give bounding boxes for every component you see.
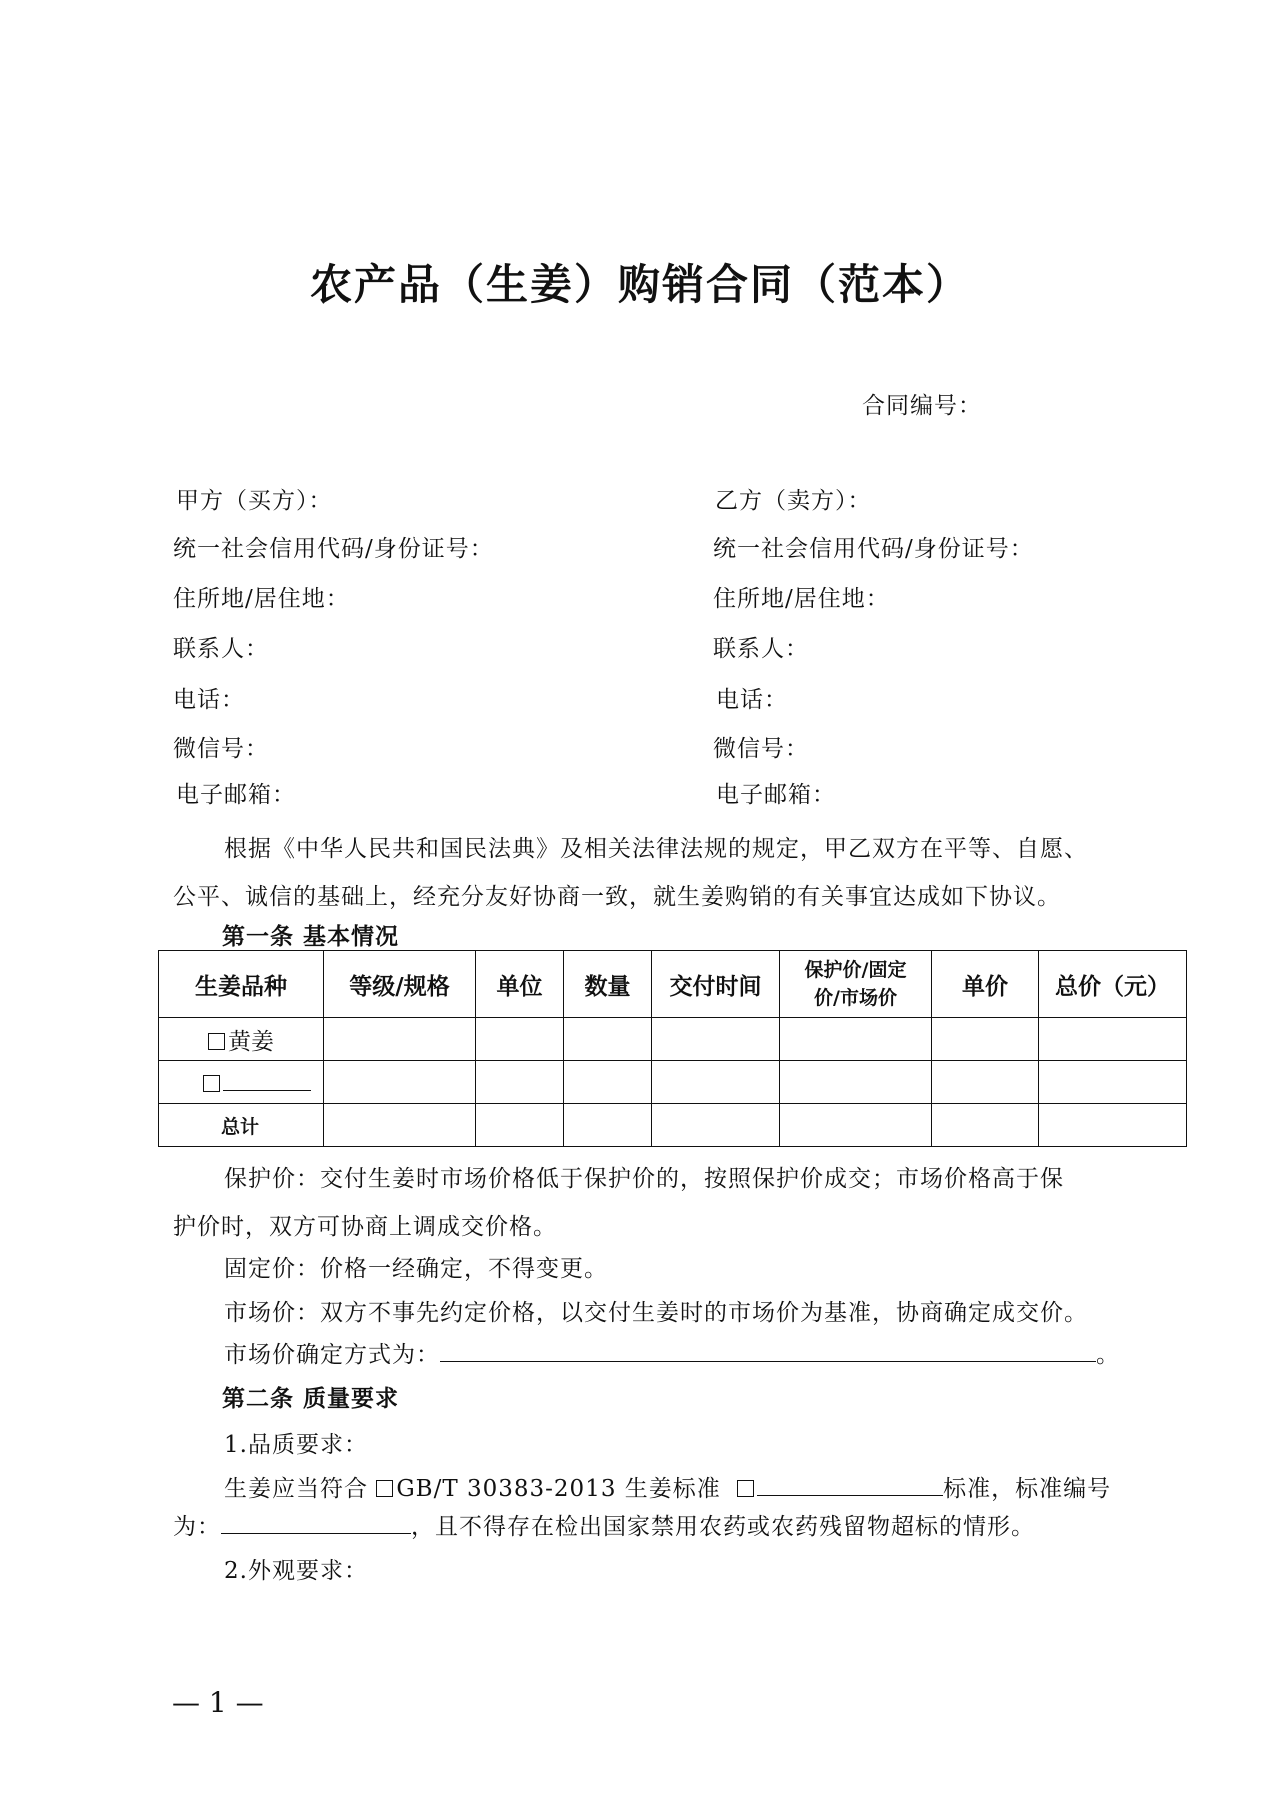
header-total-price: 总价（元） bbox=[1039, 951, 1187, 1018]
header-grade: 等级/规格 bbox=[324, 951, 476, 1018]
cell-grade[interactable] bbox=[324, 1018, 476, 1061]
protect-price-line-2: 护价时，双方可协商上调成交价格。 bbox=[173, 1214, 557, 1240]
party-b-wechat: 微信号： bbox=[713, 736, 809, 762]
standard-suffix: 标准，标准编号 bbox=[943, 1476, 1112, 1502]
header-price-type bbox=[780, 951, 932, 1018]
cell-total-grade[interactable] bbox=[324, 1104, 476, 1147]
party-a-contact: 联系人： bbox=[173, 636, 269, 662]
other-variety-checkbox[interactable] bbox=[203, 1075, 220, 1092]
variety-cell-other bbox=[159, 1061, 324, 1104]
cell-price-type[interactable] bbox=[780, 1018, 932, 1061]
standard-line-1 bbox=[224, 1470, 1111, 1503]
cell-total-quantity[interactable] bbox=[564, 1104, 652, 1147]
contract-number-label: 合同编号： bbox=[862, 393, 982, 419]
header-quantity: 数量 bbox=[564, 951, 652, 1018]
gb-standard-checkbox[interactable] bbox=[376, 1480, 393, 1497]
fixed-price-text: 固定价：价格一经确定，不得变更。 bbox=[224, 1256, 608, 1282]
quality-item-2: 2.外观要求： bbox=[224, 1558, 368, 1584]
spec-table bbox=[158, 950, 1187, 1147]
cell-total-unit[interactable] bbox=[476, 1104, 564, 1147]
variety-huangjiang-label: 黄姜 bbox=[228, 1028, 274, 1055]
huangjiang-checkbox[interactable] bbox=[208, 1033, 225, 1050]
standard-prefix: 生姜应当符合 bbox=[224, 1476, 377, 1502]
cell-total-unit-price[interactable] bbox=[932, 1104, 1039, 1147]
other-standard-checkbox[interactable] bbox=[737, 1480, 754, 1497]
party-a-wechat: 微信号： bbox=[173, 736, 269, 762]
cell-unit-price[interactable] bbox=[932, 1018, 1039, 1061]
market-method-line bbox=[224, 1336, 1120, 1369]
cell-price-type[interactable] bbox=[780, 1061, 932, 1104]
intro-line-2: 公平、诚信的基础上，经充分友好协商一致，就生姜购销的有关事宜达成如下协议。 bbox=[173, 884, 1061, 910]
protect-price-line-1: 保护价：交付生姜时市场价格低于保护价的，按照保护价成交；市场价格高于保 bbox=[224, 1166, 1064, 1192]
cell-delivery-time[interactable] bbox=[652, 1061, 780, 1104]
party-a-credit-code: 统一社会信用代码/身份证号： bbox=[173, 536, 494, 562]
cell-unit[interactable] bbox=[476, 1061, 564, 1104]
market-method-blank[interactable] bbox=[440, 1339, 1096, 1362]
cell-total-price[interactable] bbox=[1039, 1061, 1187, 1104]
standard-line-2-suffix: ，且不得存在检出国家禁用农药或农药残留物超标的情形。 bbox=[411, 1514, 1035, 1540]
party-a-name: 甲方（买方）： bbox=[176, 488, 333, 514]
party-b-contact: 联系人： bbox=[713, 636, 809, 662]
cell-total-price[interactable] bbox=[1039, 1018, 1187, 1061]
party-b-credit-code: 统一社会信用代码/身份证号： bbox=[713, 536, 1034, 562]
header-variety: 生姜品种 bbox=[159, 951, 324, 1018]
cell-unit-price[interactable] bbox=[932, 1061, 1039, 1104]
table-total-row bbox=[159, 1104, 1187, 1147]
table-row bbox=[159, 1061, 1187, 1104]
party-a-phone: 电话： bbox=[173, 687, 245, 713]
other-variety-blank[interactable] bbox=[223, 1068, 311, 1091]
header-price-type-line-2: 价/市场价 bbox=[814, 987, 897, 1009]
cell-total-price-type[interactable] bbox=[780, 1104, 932, 1147]
cell-total-delivery-time[interactable] bbox=[652, 1104, 780, 1147]
party-b-phone: 电话： bbox=[716, 687, 788, 713]
table-header-row bbox=[159, 951, 1187, 1018]
cell-delivery-time[interactable] bbox=[652, 1018, 780, 1061]
header-delivery-time: 交付时间 bbox=[652, 951, 780, 1018]
standard-line-2 bbox=[173, 1508, 1035, 1541]
header-unit-price: 单价 bbox=[932, 951, 1039, 1018]
page-number: — 1 — bbox=[172, 1686, 264, 1719]
party-a-email: 电子邮箱： bbox=[176, 782, 296, 808]
cell-total-total-price[interactable] bbox=[1039, 1104, 1187, 1147]
cell-quantity[interactable] bbox=[564, 1061, 652, 1104]
cell-quantity[interactable] bbox=[564, 1018, 652, 1061]
header-price-type-line-1: 保护价/固定 bbox=[804, 959, 907, 981]
party-b-address: 住所地/居住地： bbox=[713, 586, 890, 612]
standard-number-label: 为： bbox=[173, 1514, 221, 1540]
total-label: 总计 bbox=[159, 1104, 324, 1147]
party-b-email: 电子邮箱： bbox=[716, 782, 836, 808]
other-standard-blank[interactable] bbox=[757, 1473, 943, 1496]
party-b-name: 乙方（卖方）： bbox=[715, 488, 872, 514]
intro-line-1: 根据《中华人民共和国民法典》及相关法律法规的规定，甲乙双方在平等、自愿、 bbox=[224, 836, 1088, 862]
party-a-address: 住所地/居住地： bbox=[173, 586, 350, 612]
header-unit: 单位 bbox=[476, 951, 564, 1018]
article-2-heading: 第二条 质量要求 bbox=[222, 1385, 400, 1412]
gb-standard-label: GB/T 30383-2013 生姜标准 bbox=[396, 1476, 730, 1502]
table-row bbox=[159, 1018, 1187, 1061]
standard-number-blank[interactable] bbox=[221, 1511, 411, 1534]
quality-item-1: 1.品质要求： bbox=[224, 1432, 368, 1458]
document-title: 农产品（生姜）购销合同（范本） bbox=[309, 260, 970, 309]
market-price-text: 市场价：双方不事先约定价格，以交付生姜时的市场价为基准，协商确定成交价。 bbox=[224, 1300, 1088, 1326]
variety-cell-huangjiang bbox=[159, 1018, 324, 1061]
market-method-end: 。 bbox=[1096, 1342, 1120, 1368]
article-1-heading: 第一条 基本情况 bbox=[222, 923, 400, 950]
market-method-label: 市场价确定方式为： bbox=[224, 1342, 440, 1368]
cell-grade[interactable] bbox=[324, 1061, 476, 1104]
cell-unit[interactable] bbox=[476, 1018, 564, 1061]
